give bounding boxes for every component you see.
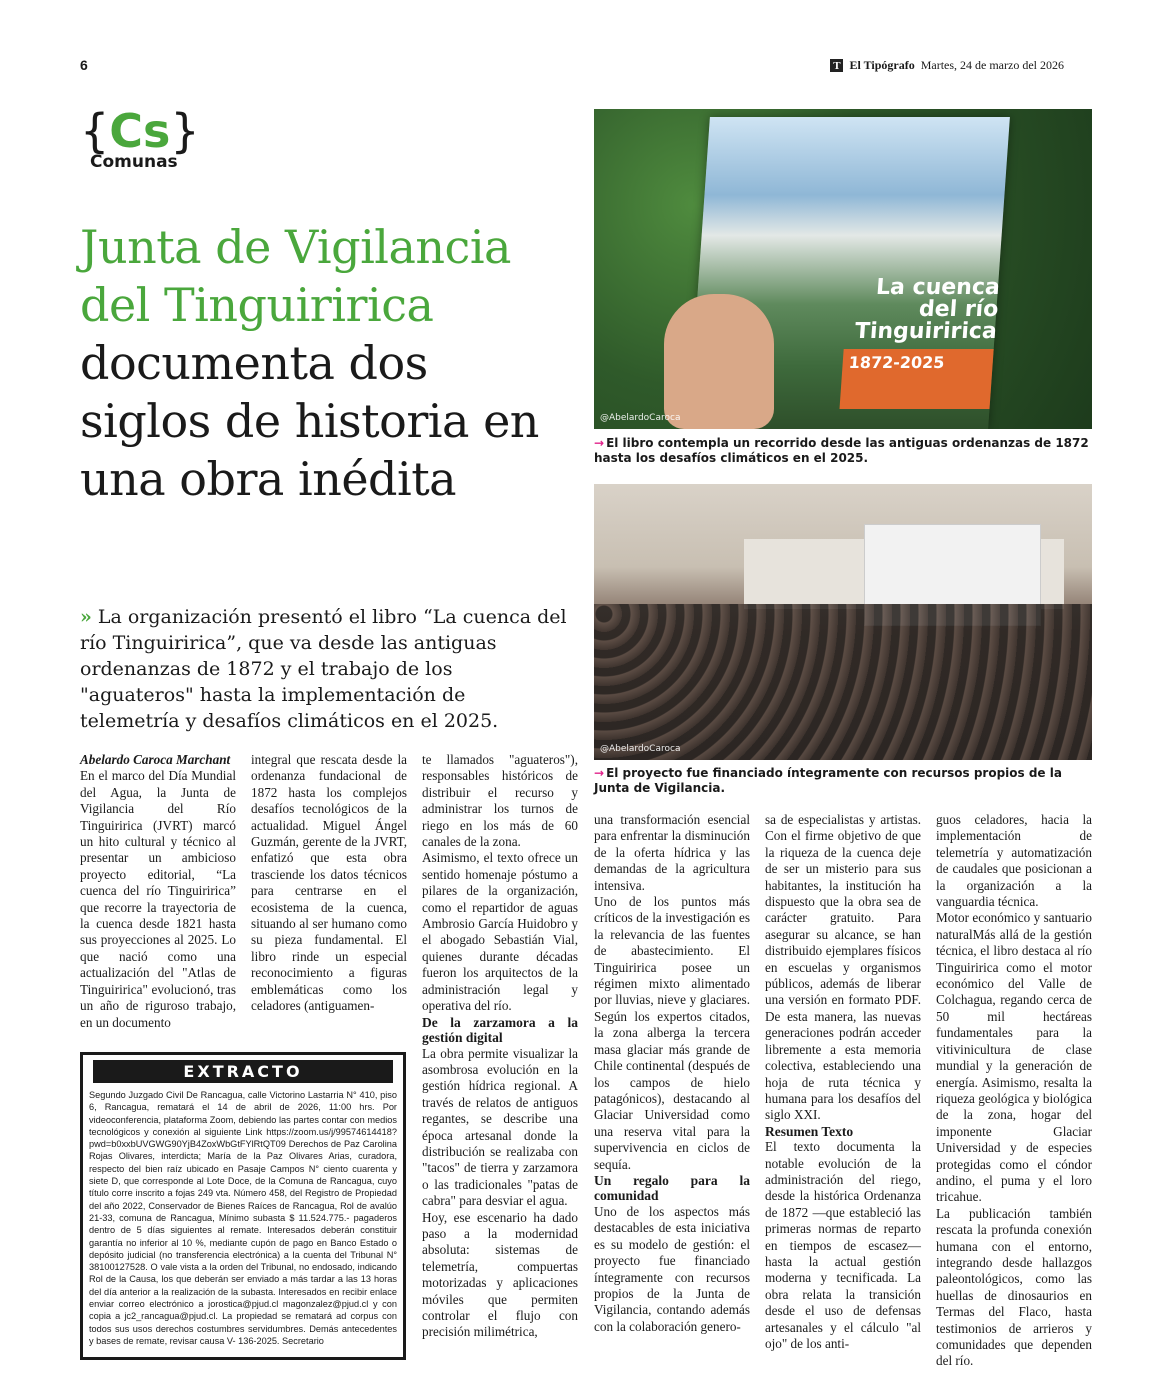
caption-arrow-icon: →	[594, 436, 605, 450]
headline-green-line: Junta de Vigilancia	[80, 220, 511, 274]
book-cover-years: 1872-2025	[839, 349, 993, 409]
article-column-5	[765, 812, 921, 1353]
article-text: sa de especialistas y artistas. Con el firme objetivo de que la riqueza de la cuenca deje de ser un misterio para sus habitantes, la institución ha dispuesto que la obra sea de carácter gratuito. Para asegurar su alcance, se han distribuido ejemplares físicos en escuelas y organismos públicos, además de liberar una versión en formato PDF. De esta manera, las nuevas generaciones podrán acceder libremente a esta memoria colectiva, estableciendo una hoja de ruta técnica y humana para los desafíos del siglo XXI.	[765, 812, 921, 1123]
article-text: guos celadores, hacia la implementación de telemetría y automatización de caudales que posicionan a la organización a la vanguardia técnica.	[936, 812, 1092, 910]
article-text: integral que rescata desde la ordenanza fundacional de 1872 hasta los complejos desafíos tecnológicos de la actualidad. Miguel Ángel Guzmán, gerente de la JVRT, enfatizó que esta obra trasciende los datos técnicos para centrarse en el ecosistema de la cuenca, situando al ser humano como su pieza fundamental. El libro rinde un especial reconocimiento a figuras emblemáticas como los celadores (antiguamen-	[251, 752, 407, 1014]
lead-arrow-icon: »	[80, 606, 92, 628]
article-column-3	[422, 752, 578, 1341]
issue-date: Martes, 24 de marzo del 2026	[920, 58, 1064, 72]
article-text: Motor económico y santuario naturalMás allá de la gestión técnica, el libro destaca al río Tinguiririca como el motor económico del Valle de Colchagua, regando cerca de 50 mil hectáreas fundamentales para la vitivinicultura de clase mundial y la generación de energía. Asimismo, resalta la riqueza geológica y biológica de la zona, hogar del imponente Glaciar Universidad y de especies protegidas como el cóndor andino, el puma y el loro tricahue.	[936, 910, 1092, 1205]
article-text: El texto documenta la notable evolución de la administración del riego, desde la histórica Ordenanza de 1872 —que estableció las primeras normas de reparto en tiempos de escasez— hasta la actual gestión moderna y tecnificada. La obra relata la transición desde el uso de defensas artesanales y el cálculo "al ojo" de los anti-	[765, 1139, 921, 1352]
headline	[80, 218, 570, 508]
byline: Abelardo Caroca Marchant	[80, 752, 231, 767]
brace-close: }	[170, 104, 200, 158]
event-photo	[594, 484, 1092, 760]
legal-notice-body: Segundo Juzgado Civil De Rancagua, calle Victorino Lastarria N° 410, piso 6, Rancagua, rematará el 14 de abril de 2026, 11:00 hrs. Por videoconferencia, plataforma Zoom, debiendo las partes contar con medios tecnológicos y conexión al siguiente Link https://zoom.us/j/99574614418?pwd=b0xxbUVGWG90YjB4ZoxWbGtFYlRtQT09 Derechos de Paz Carolina Rojas Olivares, interdicta; María de la Paz Olivares Arias, curadora, respecto del bien raíz ubicado en Pasaje Campos N° ciento cuarenta y siete D, que corresponde al Lote Doce, de la Comuna de Rancagua, cuyo título corre inscrito a fojas 249 vta. Número 458, del Registro de Propiedad del año 2022, Conservador de Bienes Raíces de Rancagua, Rol de avalúo 21-33, comuna de Rancagua, Mínimo subasta $ 11.524.775.- pagaderos dentro de 5 días siguientes al remate. Interesados deberán constituir garantía no inferior al 10 %, mediante cupón de pago en Banco Estado o depósito judicial (no transferencia electrónica) a la cuenta del Tribunal N° 38100127528. O vale vista a la orden del Tribunal, no endosado, indicando Rol de la Causa, los que deberán ser enviado a más tardar a las 13 horas del día anterior a la realización de la subasta. Interesados en recibir enlace enviar correo electrónico a jorostica@pjud.cl magonzalez@pjud.cl y con copia a jc2_rancagua@pjud.cl. La propiedad se rematará ad corpus con todos sus usos derechos costumbres servidumbres. Demás antecedentes y bases de remate, revisar causa V- 136-2025. Secretario	[89, 1090, 397, 1346]
audience	[594, 604, 1092, 760]
headline-dark-line: una obra inédita	[80, 452, 457, 506]
subheading: De la zarzamora a la gestión digital	[422, 1014, 578, 1045]
lead-text: La organización presentó el libro “La cuenca del río Tinguiririca”, que va desde las antiguas ordenanzas de 1872 y el trabajo de los "aguateros" hasta la implementación de telemetría y desafíos climáticos en el 2025.	[80, 606, 567, 732]
article-text: En el marco del Día Mundial del Agua, la Junta de Vigilancia del Río Tinguiririca (JVRT) marcó un hito cultural y técnico al presentar un ambicioso proyecto editorial, “La cuenca del río Tinguiririca” que recorre la trayectoria de la cuenca desde 1821 hasta sus proyecciones al 2025. Lo que nació como una actualización del "Atlas de Tinguiririca" evolucionó, tras un año de riguroso trabajo, en un documento	[80, 768, 236, 1030]
headline-dark-line: siglos de historia en	[80, 394, 539, 448]
article-text: Hoy, ese escenario ha dado paso a la modernidad absoluta: sistemas de telemetría, compuertas motorizadas y aplicaciones móviles que permiten controlar el flujo con precisión milimétrica,	[422, 1209, 578, 1340]
lead-paragraph	[80, 604, 570, 734]
photo-caption: → El libro contempla un recorrido desde las antiguas ordenanzas de 1872 hasta los desafíos climáticos en el 2025.	[594, 436, 1089, 465]
section-label: Comunas	[90, 152, 178, 172]
page-number: 6	[80, 57, 88, 73]
book-photo	[594, 109, 1092, 429]
legal-notice-box	[80, 1052, 406, 1360]
article-column-2	[251, 752, 407, 1015]
article-text: Uno de los aspectos más destacables de esta iniciativa es su modelo de gestión: el proyecto fue financiado íntegramente con recursos propios de la Junta de Vigilancia, contando además con la colaboración genero-	[594, 1203, 750, 1334]
subheading: Un regalo para la comunidad	[594, 1172, 750, 1204]
article-column-6	[936, 812, 1092, 1370]
article-text: Uno de los puntos más críticos de la investigación es la relevancia de las fuentes de abastecimiento. El Tinguiririca posee un régimen mixto alimentado por lluvias, nieve y glaciares. Según los expertos citados, la zona alberga la tercera masa glaciar más grande de Chile continental (después de los campos de hielo patagónicos), destacando al Glaciar Universidad como una reserva vital para la supervivencia en ciclos de sequía.	[594, 894, 750, 1172]
photo-credit: @AbelardoCaroca	[600, 744, 681, 754]
book-cover-title: La cuenca del río Tinguiririca	[854, 275, 1001, 344]
subheading: Resumen Texto	[765, 1123, 854, 1139]
article-column-4	[594, 812, 750, 1335]
section-mark	[80, 104, 200, 172]
article-column-1	[80, 752, 236, 1031]
newspaper-name: El Tipógrafo	[849, 58, 915, 72]
newspaper-logo-icon: T	[830, 59, 843, 72]
section-code: Cs	[109, 104, 171, 158]
photo-credit: @AbelardoCaroca	[600, 413, 681, 423]
article-text: La publicación también rescata la profunda conexión humana con el entorno, integrando desde hallazgos paleontológicos, como las huellas de dinosaurios en Termas del Flaco, hasta testimonios de arrieros y comunidades que dependen del río.	[936, 1205, 1092, 1369]
photo-caption: → El proyecto fue financiado íntegramente con recursos propios de la Junta de Vigilancia.	[594, 766, 1062, 795]
headline-green-line: del Tinguiririca	[80, 278, 434, 332]
brace-open: {	[80, 104, 110, 158]
legal-notice-title: EXTRACTO	[93, 1060, 393, 1083]
caption-arrow-icon: →	[594, 766, 605, 780]
article-text: una transformación esencial para enfrentar la disminución de la oferta hídrica y las demandas de la agricultura intensiva.	[594, 812, 750, 893]
article-text: te llamados "aguateros"), responsables históricos de distribuir el recurso y administrar los turnos de riego en los más de 60 canales de la zona.	[422, 752, 578, 850]
masthead	[830, 58, 1064, 73]
headline-dark-line: documenta dos	[80, 336, 428, 390]
article-text: Asimismo, el texto ofrece un sentido homenaje póstumo a pilares de la organización, como el repartidor de aguas Ambrosio García Huidobro y el abogado Sebastián Vial, quienes durante décadas fueron los arquitectos de la administración legal y operativa del río.	[422, 850, 578, 1014]
article-text: La obra permite visualizar la asombrosa evolución en la gestión hídrica regional. A través de relatos de antiguos regantes, se describe una época artesanal donde la distribución se realizaba con "tacos" de tierra y zarzamora o las tradicionales "patas de cabra" para desviar el agua.	[422, 1045, 578, 1209]
hand-shape	[664, 294, 774, 429]
